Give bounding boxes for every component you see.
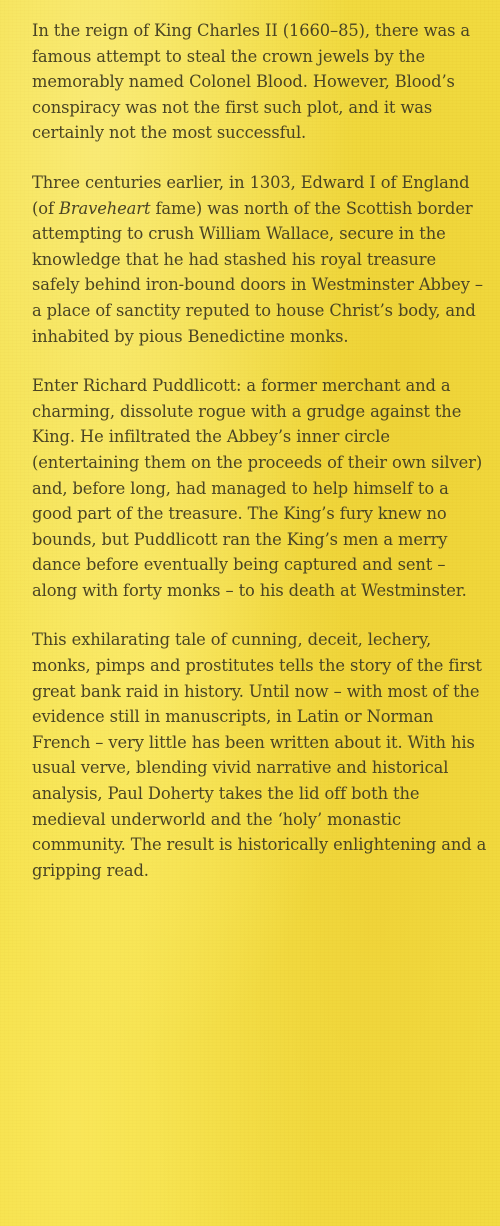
blurb-text-block xyxy=(32,18,487,907)
paragraph-edward xyxy=(32,170,487,349)
italic-title-braveheart: Braveheart xyxy=(58,198,151,218)
paragraph-summary: This exhilarating tale of cunning, deceit, lechery, monks, pimps and prostitutes tells the story of the first great bank raid in history. Until now – with most of the evidence still in manuscripts, in Latin or Norman French – very little has been written about it. With his usual verve, blending vivid narrative and historical analysis, Paul Doherty takes the lid off both the medieval underworld and the ‘holy’ monastic community. The result is historically enlightening and a gripping read. xyxy=(32,630,487,880)
paragraph-intro: In the reign of King Charles II (1660–85), there was a famous attempt to steal the crown jewels by the memorably named Colonel Blood. However, Blood’s conspiracy was not the first such plot, and it was certainly not the most successful. xyxy=(32,21,471,143)
paragraph-edward-rest: fame) was north of the Scottish border attempting to crush William Wallace, secure in the knowledge that he had stashed his royal treasure safely behind iron-bound doors in Westminster Abbey – a place of sanctity reputed to house Christ’s body, and inhabited by pious Benedictine monks. xyxy=(32,198,483,346)
paragraph-puddlicott: Enter Richard Puddlicott: a former merchant and a charming, dissolute rogue with a grudge against the King. He infiltrated the Abbey’s inner circle (entertaining them on the proceeds of their own silver) and, before long, had managed to help himself to a good part of the treasure. The King’s fury knew no bounds, but Puddlicott ran the King’s men a merry dance before eventually being captured and sent – along with forty monks – to his death at Westminster. xyxy=(32,376,483,600)
paragraph-edward-lead: Three centuries earlier, in 1303, Edward I of England (of xyxy=(32,172,470,218)
